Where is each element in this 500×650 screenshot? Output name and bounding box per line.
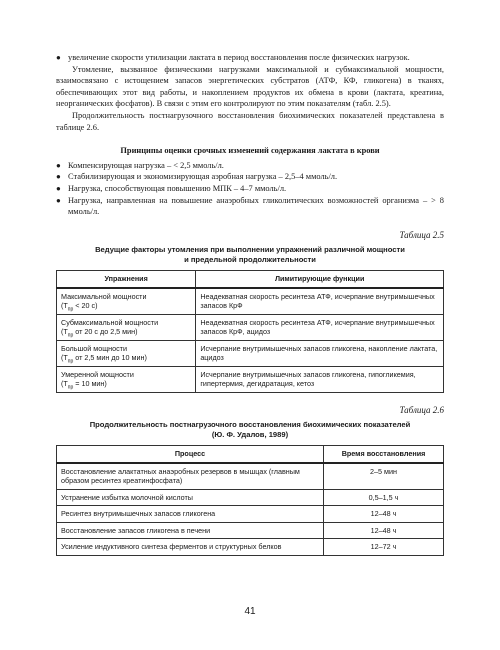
table-row: [57, 463, 444, 490]
table-2-5-label: Таблица 2.5: [399, 229, 444, 240]
list-item-text: Нагрузка, способствующая повышению МПК – 4–7 ммоль/л.: [68, 183, 287, 193]
bullet-icon: ●: [56, 195, 61, 205]
table-row: [57, 489, 444, 506]
table-cell: Максимальной мощности ($T_{пр} < 20$ с): [57, 288, 196, 315]
table-row: [57, 522, 444, 539]
bullet-icon: ●: [56, 160, 61, 170]
table-header-row: [57, 446, 444, 463]
column-header: Время восстановления: [324, 446, 444, 463]
bullet-icon: ●: [56, 53, 61, 62]
table-2-5-title-line1: Ведущие факторы утомления при выполнении упражнений различной мощности: [95, 245, 405, 255]
table-2-6-title-line2: (Ю. Ф. Удалов, 1989): [211, 430, 289, 440]
table-2-6: [56, 445, 444, 556]
table-cell: Исчерпание внутримышечных запасов гликогена, гипогликемия, гипертермия, дегидратация, кетоз: [196, 366, 444, 392]
table-row: [57, 288, 444, 315]
table-header-row: [57, 271, 444, 288]
table-cell: Ресинтез внутримышечных запасов гликогена: [57, 506, 324, 523]
table-cell: Исчерпание внутримышечных запасов гликогена, накопление лактата, ацидоз: [196, 340, 444, 366]
table-cell: 12–72 ч: [324, 539, 444, 556]
bullet-icon: ●: [56, 172, 61, 182]
table-2-6-title-line1: Продолжительность постнагрузочного восстановления биохимических показателей: [89, 420, 411, 430]
table-2-5-title-line2: и предельной продолжительности: [184, 255, 316, 265]
list-item: [56, 195, 444, 218]
table-2-5: [56, 270, 444, 393]
table-cell: 12–48 ч: [324, 522, 444, 539]
table-cell: 2–5 мин: [324, 463, 444, 490]
column-header: Процесс: [57, 446, 324, 463]
table-cell: Большой мощности ($T_{пр}$ от 2,5 мин до 10 мин): [57, 340, 196, 366]
paragraph-2: Продолжительность постнагрузочного восстановления биохимических показателей представлена в таблице 2.6.: [56, 110, 444, 132]
section-title: Принципы оценки срочных изменений содержания лактата в крови: [120, 146, 380, 156]
table-row: [57, 314, 444, 340]
intro-bullet-text: увеличение скорости утилизации лактата в период восстановления после физических нагрузок.: [68, 53, 410, 62]
page-content: [56, 52, 444, 556]
table-cell: Неадекватная скорость ресинтеза АТФ, исчерпание внутримышечных запасов КрФ: [196, 288, 444, 315]
table-2-6-label: Таблица 2.6: [399, 404, 444, 415]
table-row: [57, 506, 444, 523]
list-item: [56, 183, 444, 195]
page-number: 41: [244, 606, 256, 617]
list-item-text: Нагрузка, направленная на повышение анаэробных гликолитических возможностей организма – > 8 ммоль/л.: [68, 195, 444, 217]
table-2-5-title: [56, 245, 444, 265]
list-item: [56, 171, 444, 183]
table-cell: 0,5–1,5 ч: [324, 489, 444, 506]
column-header: Лимитирующие функции: [196, 271, 444, 288]
lactate-bullet-list: [56, 160, 444, 218]
table-cell: Восстановление запасов гликогена в печени: [57, 522, 324, 539]
list-item-text: Стабилизирующая и экономизирующая аэробная нагрузка – 2,5–4 ммоль/л.: [68, 172, 338, 182]
table-cell: Усиление индуктивного синтеза ферментов и структурных белков: [57, 539, 324, 556]
list-item: [56, 160, 444, 172]
table-cell: Неадекватная скорость ресинтеза АТФ, исчерпание внутримышечных запасов КрФ, ацидоз: [196, 314, 444, 340]
table-2-6-title: [56, 420, 444, 440]
intro-bullet: [56, 52, 444, 64]
column-header: Упражнения: [57, 271, 196, 288]
table-row: [57, 366, 444, 392]
table-cell: Восстановление алактатных анаэробных резервов в мышцах (главным образом ресинтез креатинфосфата): [57, 463, 324, 490]
bullet-icon: ●: [56, 183, 61, 193]
table-row: [57, 340, 444, 366]
table-cell: 12–48 ч: [324, 506, 444, 523]
list-item-text: Компенсирующая нагрузка – < 2,5 ммоль/л.: [68, 160, 224, 170]
table-cell: Субмаксимальной мощности ($T_{пр}$ от 20 с до 2,5 мин): [57, 314, 196, 340]
table-row: [57, 539, 444, 556]
paragraph-1: Утомление, вызванное физическими нагрузками максимальной и субмаксимальной мощности, взаимосвязано с истощением запасов энергетических субстратов (АТФ, КФ, гликогена) в тканях, обеспечивающих этот вид работы, и накоплением продуктов их обмена в крови (лактата, креатина, неорганических фосфатов). В связи с этим его контролируют по этим показателям (табл. 2.5).: [56, 64, 444, 109]
table-cell: Устранение избытка молочной кислоты: [57, 489, 324, 506]
table-cell: Умеренной мощности ($T_{пр} = 10$ мин): [57, 366, 196, 392]
